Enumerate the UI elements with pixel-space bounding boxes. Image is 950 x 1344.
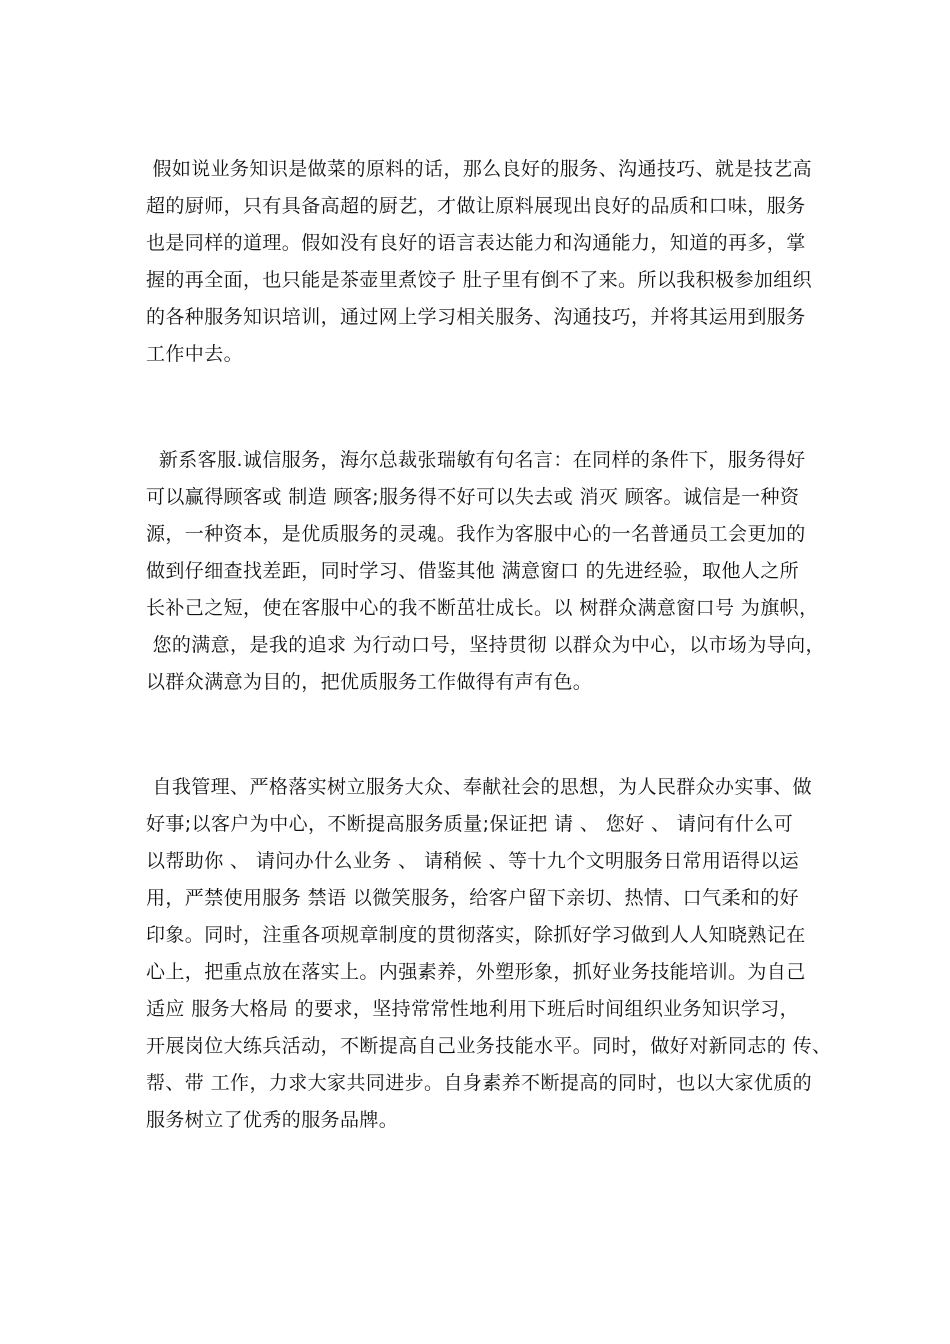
- text-line: 的各种服务知识培训，通过网上学习相关服务、沟通技巧，并将其运用到服务: [146, 306, 806, 328]
- text-line: 长补己之短，使在客服中心的我不断茁壮成长。以 树群众满意窗口号 为旗帜，: [146, 597, 819, 619]
- text-line: 印象。同时，注重各项规章制度的贯彻落实，除抓好学习做到人人知晓熟记在: [146, 924, 806, 946]
- text-line: 假如说业务知识是做菜的原料的话，那么良好的服务、沟通技巧、就是技艺高: [146, 158, 813, 180]
- text-line: 以帮助你 、 请问办什么业务 、 请稍候 、等十九个文明服务日常用语得以运: [146, 850, 799, 872]
- paragraph-self-management: [146, 769, 832, 1139]
- paragraph-integrity-service: [146, 442, 826, 701]
- text-line: 您的满意，是我的追求 为行动口号，坚持贯彻 以群众为中心，以市场为导向，: [146, 634, 825, 656]
- paragraph-service-skills: [146, 151, 826, 373]
- text-line: 帮、带 工作，力求大家共同进步。自身素养不断提高的同时，也以大家优质的: [146, 1072, 813, 1094]
- text-line: 适应 服务大格局 的要求，坚持常常性地利用下班后时间组织业务知识学习，: [146, 998, 800, 1020]
- text-line: 也是同样的道理。假如没有良好的语言表达能力和沟通能力，知道的再多，掌: [146, 232, 806, 254]
- text-line: 用，严禁使用服务 禁语 以微笑服务，给客户留下亲切、热情、口气柔和的好: [146, 887, 800, 909]
- text-line: 心上，把重点放在落实上。内强素养，外塑形象，抓好业务技能培训。为自己: [146, 961, 806, 983]
- text-line: 新系客服.诚信服务，海尔总裁张瑞敏有句名言：在同样的条件下，服务得好: [146, 449, 806, 471]
- text-line: 开展岗位大练兵活动，不断提高自己业务技能水平。同时，做好对新同志的 传、: [146, 1035, 832, 1057]
- text-line: 源，一种资本，是优质服务的灵魂。我作为客服中心的一名普通员工会更加的: [146, 523, 806, 545]
- text-line: 工作中去。: [146, 343, 244, 365]
- text-line: 可以赢得顾客或 制造 顾客;服务得不好可以失去或 消灭 顾客。诚信是一种资: [146, 486, 800, 508]
- text-line: 服务树立了优秀的服务品牌。: [146, 1109, 399, 1131]
- text-line: 好事;以客户为中心，不断提高服务质量;保证把 请 、 您好 、 请问有什么可: [146, 813, 794, 835]
- text-line: 做到仔细查找差距，同时学习、借鉴其他 满意窗口 的先进经验，取他人之所: [146, 560, 800, 582]
- text-line: 自我管理、严格落实树立服务大众、奉献社会的思想，为人民群众办实事、做: [146, 776, 813, 798]
- text-line: 以群众满意为目的，把优质服务工作做得有声有色。: [146, 671, 593, 693]
- text-line: 超的厨师，只有具备高超的厨艺，才做让原料展现出良好的品质和口味，服务: [146, 195, 806, 217]
- text-line: 握的再全面，也只能是茶壶里煮饺子 肚子里有倒不了来。所以我积极参加组织: [146, 269, 813, 291]
